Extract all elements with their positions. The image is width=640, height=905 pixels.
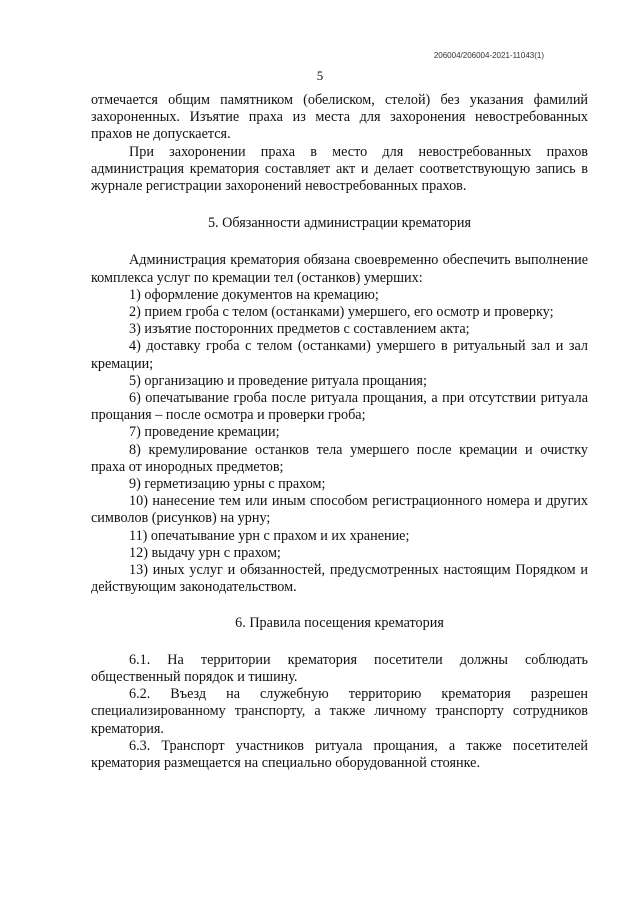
list-item: 11) опечатывание урн с прахом и их хранение;: [129, 527, 410, 544]
list-item: 7) проведение кремации;: [129, 424, 280, 441]
section-heading: 6. Правила посещения крематория: [235, 615, 444, 632]
list-item: 12) выдачу урн с прахом;: [129, 544, 281, 561]
list-item: 1) оформление документов на кремацию;: [129, 286, 379, 303]
page-number: 5: [316, 68, 324, 83]
list-item: 8) кремулирование останков тела умершего после кремации и очистку праха от инородных предметов;: [91, 441, 588, 475]
document-body: [91, 92, 588, 772]
list-item: 9) герметизацию урны с прахом;: [129, 476, 326, 493]
list-item: 6.3. Транспорт участников ритуала прощания, а также посетителей крематория размещается на специально оборудованной стоянке.: [91, 737, 588, 771]
document-id: 206004/206004-2021-11043(1): [433, 51, 544, 60]
paragraph: При захоронении праха в место для невостребованных прахов администрация крематория составляет акт и делает соответствующую запись в журнале регистрации захоронений невостребованных прахов.: [91, 143, 588, 195]
list-item: 3) изъятие посторонних предметов с составлением акта;: [129, 321, 470, 338]
list-item: 6) опечатывание гроба после ритуала прощания, а при отсутствии ритуала прощания – после осмотра и проверки гроба;: [91, 390, 588, 424]
list-item: 5) организацию и проведение ритуала прощания;: [129, 372, 427, 389]
paragraph: Администрация крематория обязана своевременно обеспечить выполнение комплекса услуг по кремации тел (останков) умерших:: [91, 252, 588, 286]
list-item: 4) доставку гроба с телом (останками) умершего в ритуальный зал и зал кремации;: [91, 338, 588, 372]
list-item: 10) нанесение тем или иным способом регистрационного номера и других символов (рисунков) на урну;: [91, 493, 588, 527]
paragraph: отмечается общим памятником (обелиском, стелой) без указания фамилий захороненных. Изъятие праха из места для захоронения невостребованных прахов не допускается.: [91, 92, 588, 143]
list-item: 13) иных услуг и обязанностей, предусмотренных настоящим Порядком и действующим законодательством.: [91, 562, 588, 596]
section-heading: 5. Обязанности администрации крематория: [207, 215, 472, 232]
list-item: 6.1. На территории крематория посетители должны соблюдать общественный порядок и тишину.: [91, 651, 588, 685]
list-item: 2) прием гроба с телом (останками) умершего, его осмотр и проверку;: [129, 304, 554, 321]
list-item: 6.2. Въезд на служебную территорию крематория разрешен специализированному транспорту, а также личному транспорту сотрудников крематория.: [91, 686, 588, 737]
